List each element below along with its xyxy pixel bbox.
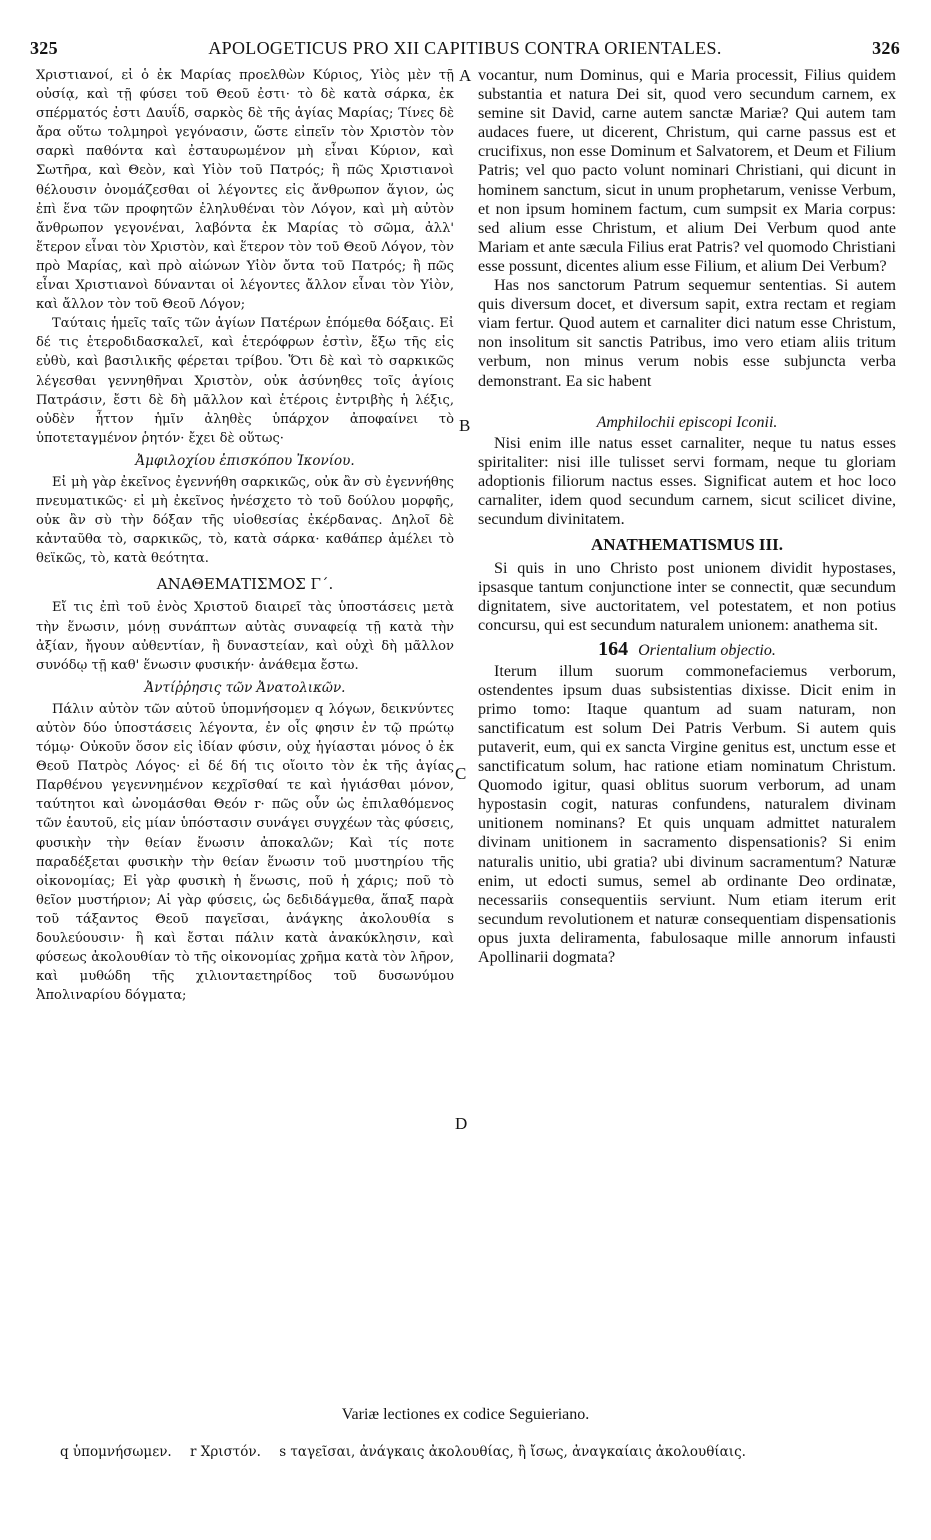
variant-note: q ὑπομνήσωμεν. <box>60 1444 172 1460</box>
variant-note: r Χριστόν. <box>190 1444 261 1460</box>
greek-paragraph-3: Εἰ μὴ γὰρ ἐκεῖνος ἐγεννήθη σαρκικῶς, οὐκ ἂν σὺ ἐγεννήθης πνευματικῶς· εἰ μὴ ἐκεῖνος ἠνέσχετο τὸ τοῦ δούλου μορφῆς, οὐκ ἂν σὺ τὴν δόξαν τῆς υἱοθεσίας ἐκέρδανας. Δηλοῖ δὲ κἀνταῦθα τὸ, σαρκικῶς, τὸ, κατὰ σάρκα· καθάπερ ἀμέλει τὸ θεϊκῶς, τὸ, κατὰ θεότητα. <box>36 474 454 567</box>
page-number-right: 326 <box>872 38 900 58</box>
variant-note: s ταγεῖσαι, ἀνάγκαις ἀκολουθίας, ἢ ἴσως, ἀναγκαίαις ἀκολουθίαις. <box>279 1444 746 1460</box>
greek-paragraph-5: Πάλιν αὐτὸν τῶν αὑτοῦ ὑπομνήσομεν q λόγων, δεικνύντες αὐτὸν δύο ὑποστάσεις λέγοντα, ἐν οἷς φησιν ἐν τῷ πρώτῳ τόμῳ· Οὐκοῦν ὅσον εἰς ἰδίαν φύσιν, οὐχ ἡγίασται μόνος ὁ ἐκ Θεοῦ Πατρὸς Λόγος· εἰ δέ δή τις οἴοιτο τὸν ἐκ τῆς ἁγίας Παρθένου γεγεννημένον κεχρῖσθαί τε καὶ ἡγιάσθαι μόνον, ταύτητοι καὶ ὠνομάσθαι Θεόν r· πῶς οὖν ὡς ἐπιλαθόμενος τῶν ἑαυτοῦ, εἰς μίαν ὑπόστασιν συνάγει συγχέων τὰς φύσεις, φυσικὴν τὴν θείαν ἕνωσιν ἀποκαλῶν; Καὶ τίς ποτε παραδέξεται φυσικὴν τὴν θείαν ἕνωσιν τοῦ μυστηρίου τῆς οἰκονομίας; Εἰ γὰρ φυσικὴ ἡ ἕνωσις, ποῦ ἡ χάρις; ποῦ τὸ θεῖον μυστήριον; Αἱ γὰρ φύσεις, ὡς δεδιδάγμεθα, ἅπαξ παρὰ τοῦ τάξαντος Θεοῦ παγεῖσαι, ἀνάγκης ἀκολουθία s δουλεύουσιν· ἢ καὶ ἔσται πάλιν κατὰ ἀνακύκλησιν, καὶ φύσεως ἀκολουθίαν τὸ τῆς οἰκονομίας χρῆμα κατὰ τὸν λῆρον, καὶ μυθώδη τῆς χιλιονταετηρίδος τοῦ δυσωνύμου Ἀπολιναρίου δόγματα; <box>36 701 454 1004</box>
greek-subheading-objection: Ἀντίῤῥησις τῶν Ἀνατολικῶν. <box>144 679 346 696</box>
latin-column <box>478 66 896 967</box>
greek-paragraph-4: Εἴ τις ἐπὶ τοῦ ἑνὸς Χριστοῦ διαιρεῖ τὰς ὑποστάσεις μετὰ τὴν ἕνωσιν, μόνῃ συνάπτων αὐτὰς συναφείᾳ τῇ κατὰ τὴν ἀξίαν, ἤγουν αὐθεντίαν, ἢ δυναστείαν, καὶ οὐχὶ δὴ μᾶλλον συνόδῳ τῇ καθ' ἕνωσιν φυσικήν· ἀνάθεμα ἔστω. <box>36 600 454 673</box>
margin-letter-c: C <box>455 764 467 783</box>
greek-heading-anathematism: ΑΝΑΘΕΜΑΤΙΣΜΟΣ Γ΄. <box>156 575 334 594</box>
margin-letter-a: A <box>459 66 472 85</box>
variant-readings <box>60 1444 880 1460</box>
column-number: 164 <box>598 637 629 660</box>
margin-letter-d: D <box>455 1114 468 1133</box>
greek-paragraph-2: Ταύταις ἡμεῖς ταῖς τῶν ἁγίων Πατέρων ἑπόμεθα δόξαις. Εἰ δέ τις ἑτεροδιδασκαλεῖ, καὶ ἑτερόφρων ἐστὶν, ἔξω τῆς εἰς εὐθὺ, καὶ βασιλικῆς φέρεται τρίβου. Ὅτι δὲ καὶ τὸ σαρκικῶς λέγεσθαι γεννηθῆναι Χριστὸν, οὐκ ἀσύνηθες τοῖς ἁγίοις Πατράσιν, ἔστι δὲ δὴ μᾶλλον καὶ ἑτέροις ἐντριβὴς ἡ λέξις, οὐδὲν ἧττον ἡμῖν ἀληθὲς ὑπάρχον ἀποφαίνει τὸ ὑποτεταγμένον ῥητόν· ἔχει δὲ οὕτως· <box>36 316 454 446</box>
latin-subheading-amphilochius: Amphilochii episcopi Iconii. <box>596 413 778 431</box>
greek-column <box>36 66 454 1005</box>
running-header <box>30 38 900 60</box>
running-title: APOLOGETICUS PRO XII CAPITIBUS CONTRA ORIENTALES. <box>208 38 722 58</box>
latin-paragraph-1: vocantur, num Dominus, qui e Maria processit, Filius quidem substantia et natura Dei sit, quod vero secundum carnem, ex semine sit David, carne autem sanctæ Mariæ? Qui autem tam audaces fuere, ut dicerent, Christum, qui carne passus est et crucifixus, non esse Dominum et Salvatorem, et Deum et Filium Patris; vel quo pacto volunt nominari Christiani, qui dicunt in hominem sanctum, sicut in unum prophetarum, venisse Verbum, et non ipsum hominem factum, cum sumpsit ex Maria corpus: sed alium esse Christum, et alium Dei Verbum quod ante Mariam et ante sæcula Filius erat Patris? vel quomodo Christiani esse possunt, dicentes alium esse Filium, et alium Dei Verbum? <box>478 67 896 275</box>
page-number-left: 325 <box>30 38 58 58</box>
latin-paragraph-2: Has nos sanctorum Patrum sequemur sententias. Si autem quis diversum docet, et diversum sapit, extra rectam et regiam viam fertur. Quod autem et carnaliter dici natum esse Christum, non insolitum sit sanctis Patribus, imo vero etiam aliis tritum verbum, non minus verum nobis esse subjuncta verba demonstrant. Ea sic habent <box>478 277 896 390</box>
greek-paragraph-1: Χριστιανοί, εἰ ὁ ἐκ Μαρίας προελθὼν Κύριος, Υἱὸς μὲν τῇ οὐσίᾳ, καὶ τῇ φύσει τοῦ Θεοῦ ἐστι· τὸ δὲ κατὰ σάρκα, ἐκ σπέρματός ἐστι Δαυΐδ, σαρκὸς δὲ τῆς ἁγίας Μαρίας; Τίνες δὲ ἄρα οὕτω τολμηροὶ γεγόνασιν, ὥστε εἰπεῖν τὸν Χριστὸν τὸν σαρκὶ παθόντα καὶ ἐσταυρωμένον μὴ εἶναι Κύριον, καὶ Σωτῆρα, καὶ Θεὸν, καὶ Υἱὸν τοῦ Πατρός; ἢ πῶς Χριστιανοὶ θέλουσιν ὀνομάζεσθαι οἱ λέγοντες εἰς ἄνθρωπον ἅγιον, ὡς ἐπὶ ἕνα τῶν προφητῶν ἐληλυθέναι τὸν Λόγον, καὶ μὴ αὐτὸν ἄνθρωπον γεγονέναι, λαβόντα ἐκ Μαρίας τὸ σῶμα, ἀλλ' ἕτερον εἶναι τὸν Χριστὸν, καὶ ἕτερον τὸν τοῦ Θεοῦ Λόγον, τὸν πρὸ Μαρίας, καὶ πρὸ αἰώνων Υἱὸν ὄντα τοῦ Πατρός; ἢ πῶς εἶναι Χριστιανοὶ δύνανται οἱ λέγοντες ἄλλον εἶναι τὸν Υἱὸν, καὶ ἄλλον τὸν τοῦ Θεοῦ Λόγον; <box>36 68 454 313</box>
latin-heading-anathematism: ANATHEMATISMUS III. <box>590 535 784 555</box>
greek-subheading-amphilochius: Ἀμφιλοχίου ἐπισκόπου Ἰκονίου. <box>135 452 355 469</box>
latin-paragraph-3: Nisi enim ille natus esset carnaliter, neque tu natus esses spiritaliter: nisi ille tulisset servi formam, neque tu gloriam adoptionis filiorum nactus esses. Significat autem et hoc loco carnaliter, idem quod secundum carnem, sicut scilicet divine, secundum divinitatem. <box>478 434 896 529</box>
latin-paragraph-4: Si quis in uno Christo post unionem dividit hypostases, ipsasque tantum conjunctione inter se connectit, quæ secundum dignitatem, sive auctoritatem, vel potestatem, et non potius concursu, qui est secundum naturalem unionem: anathema sit. <box>478 560 896 635</box>
latin-subheading-objection <box>478 637 896 660</box>
margin-letter-b: B <box>459 416 471 435</box>
latin-subheading-objection-text: Orientalium objectio. <box>638 641 776 659</box>
latin-paragraph-5: Iterum illum suorum commonefaciemus verborum, ostendentes ipsum duas subsistentias dixisse. Dicit enim in primo tomo: Itaque quantum ad suam naturam, non sanctificatum est solum Dei Patris Verbum. Si autem quis putaverit, eum, qui ex sancta Virgine genitus est, unctum esse et sanctificatum solum, hac ratione etiam nominatum Christum. Quomodo igitur, quasi oblitus suorum verborum, ad unam hypostasin cogit, naturas confundens, naturalem divinam unitionem nominans? Et quis unquam admittet naturalem divinam unitionem in sacramento dispensationis? Si enim naturalis unitio, ubi gratia? ubi divinum sacramentum? Naturæ enim, ut edocti sumus, semel ab ordinante Deo ordinatæ, necessariis consequentiis serviunt. Num etiam iterum erit secundum revolutionem et naturæ consequentiam dispensationis opus juxta deliramenta, fabulosaque mille annorum infausti Apollinarii dogmata? <box>478 662 896 967</box>
variant-readings-title: Variæ lectiones ex codice Seguieriano. <box>341 1406 590 1423</box>
